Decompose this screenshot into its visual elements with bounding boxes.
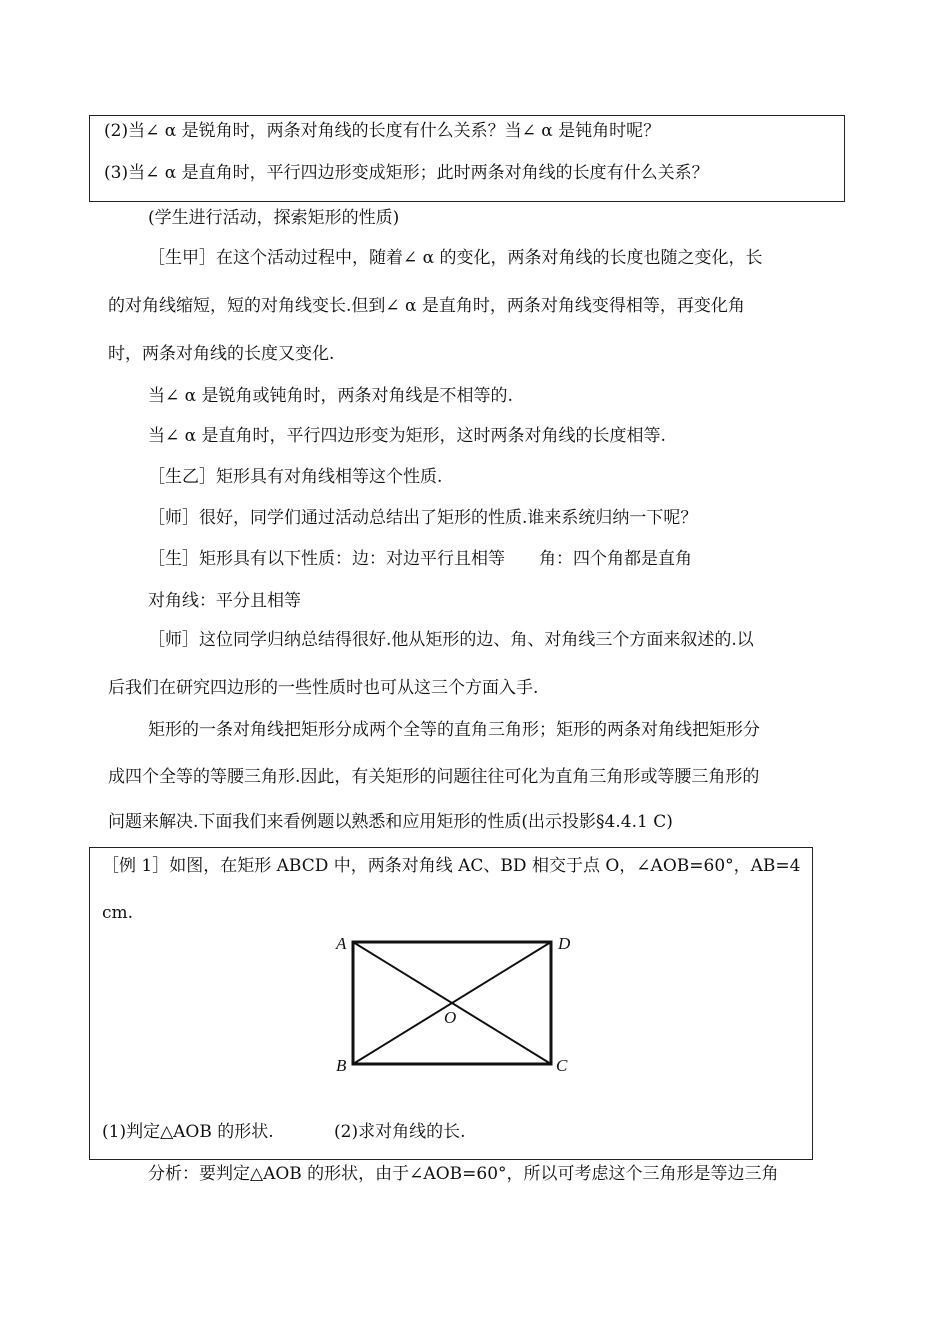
diagonal-property: 对角线：平分且相等: [148, 591, 301, 611]
rectangle-paragraph-line-1: 矩形的一条对角线把矩形分成两个全等的直角三角形；矩形的两条对角线把矩形分: [148, 720, 760, 740]
example-statement-line-2: cm.: [102, 903, 134, 923]
teacher-remark-1: ［师］很好，同学们通过活动总结出了矩形的性质.谁来系统归纳一下呢？: [148, 508, 698, 528]
student-properties: ［生］矩形具有以下性质：边：对边平行且相等 角：四个角都是直角: [148, 549, 692, 569]
rectangle-figure: [320, 925, 590, 1080]
example-statement-line-1: ［例 1］如图，在矩形 ABCD 中，两条对角线 AC、BD 相交于点 O，∠AOB=60°，AB=4: [102, 856, 801, 876]
student-yi: ［生乙］矩形具有对角线相等这个性质.: [148, 467, 443, 487]
label-a: A: [336, 934, 347, 953]
teacher-remark-2-line-2: 后我们在研究四边形的一些性质时也可从这三个方面入手.: [108, 678, 539, 698]
student-jia-line-2: 的对角线缩短，短的对角线变长.但到∠ α 是直角时，两条对角线变得相等，再变化角: [108, 296, 745, 316]
student-jia-line-1: ［生甲］在这个活动过程中，随着∠ α 的变化，两条对角线的长度也随之变化，长: [148, 248, 763, 268]
label-c: C: [556, 1056, 568, 1075]
rectangle-paragraph-line-3: 问题来解决.下面我们来看例题以熟悉和应用矩形的性质(出示投影§4.4.1 C): [108, 812, 673, 832]
label-d: D: [558, 934, 571, 953]
example-question-1: (1)判定△AOB 的形状.: [102, 1122, 274, 1142]
question-2: (2)当∠ α 是锐角时，两条对角线的长度有什么关系？当∠ α 是钝角时呢？: [104, 121, 661, 141]
right-angle-statement: 当∠ α 是直角时，平行四边形变为矩形，这时两条对角线的长度相等.: [148, 426, 666, 446]
student-jia-line-3: 时，两条对角线的长度又变化.: [108, 344, 335, 364]
analysis-line: 分析：要判定△AOB 的形状，由于∠AOB=60°，所以可考虑这个三角形是等边三角: [148, 1164, 779, 1184]
teacher-remark-2-line-1: ［师］这位同学归纳总结得很好.他从矩形的边、角、对角线三个方面来叙述的.以: [148, 630, 754, 650]
question-3: (3)当∠ α 是直角时，平行四边形变成矩形；此时两条对角线的长度有什么关系？: [104, 163, 709, 183]
rectangle-paragraph-line-2: 成四个全等的等腰三角形.因此，有关矩形的问题往往可化为直角三角形或等腰三角形的: [108, 767, 760, 787]
label-o: O: [444, 1008, 457, 1027]
example-question-2: (2)求对角线的长.: [334, 1122, 466, 1142]
label-b: B: [336, 1056, 347, 1075]
acute-obtuse-statement: 当∠ α 是锐角或钝角时，两条对角线是不相等的.: [148, 386, 513, 406]
activity-note: (学生进行活动，探索矩形的性质): [148, 208, 400, 228]
